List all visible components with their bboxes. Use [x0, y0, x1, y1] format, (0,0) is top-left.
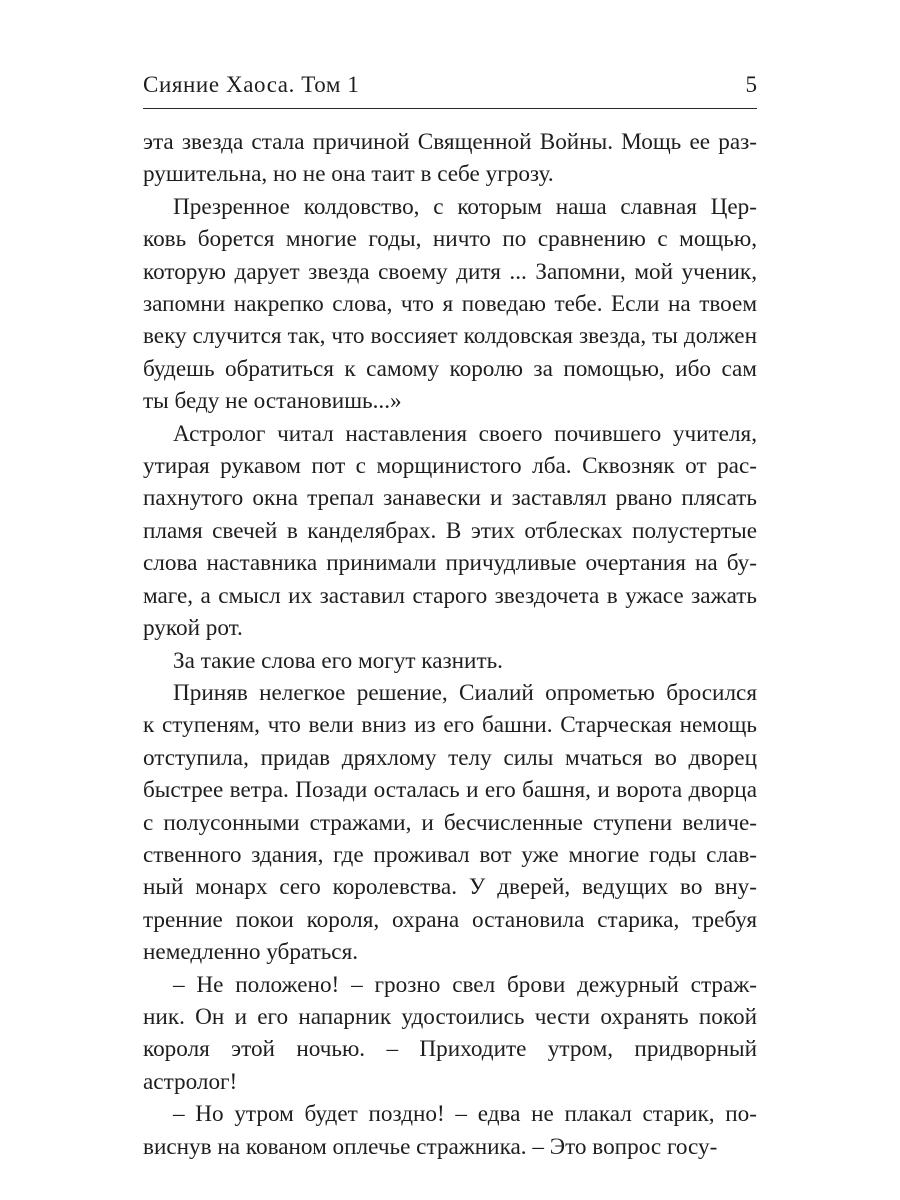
running-title: Сияние Хаоса. Том 1: [143, 72, 360, 97]
text-line: ковь борется многие годы, ничто по сравнению с мощью,: [143, 226, 757, 253]
text-line: рушительна, но не она таит в себе угрозу.: [143, 161, 554, 188]
text-line: короля этой ночью. – Приходите утром, придворный: [143, 1036, 757, 1063]
paragraph: [143, 645, 757, 677]
text-line: Приняв нелегкое решение, Сиалий опрометью бросился: [173, 679, 757, 706]
text-line: с полусонными стражами, и бесчисленные ступени величе-: [143, 809, 757, 836]
paragraph: [143, 677, 757, 969]
page-number: 5: [745, 72, 757, 97]
text-line: запомни накрепко слова, что я поведаю тебе. Если на твоем: [143, 291, 757, 318]
text-line: Астролог читал наставления своего почившего учителя,: [173, 420, 757, 447]
text-line: будешь обратиться к самому королю за помощью, ибо сам: [143, 355, 757, 382]
text-line: слова наставника принимали причудливые очертания на бу-: [143, 550, 757, 577]
text-line: веку случится так, что воссияет колдовская звезда, ты должен: [143, 323, 757, 350]
text-line: эта звезда стала причиной Священной Войны. Мощь ее раз-: [143, 129, 757, 155]
text-line: рукой рот.: [143, 615, 243, 642]
text-line: отступила, придав дряхлому телу силы мчаться во дворец: [143, 744, 757, 771]
text-line: к ступеням, что вели вниз из его башни. Старческая немощь: [143, 712, 757, 739]
paragraph: [143, 191, 757, 418]
text-line: которую дарует звезда своему дитя ... Запомни, мой ученик,: [143, 258, 757, 285]
body-text: [143, 126, 757, 1163]
paragraph: [143, 418, 757, 645]
text-line: утирая рукавом пот с морщинистого лба. Сквозняк от рас-: [143, 453, 757, 480]
paragraph: [143, 126, 757, 191]
text-line: ственного здания, где проживал вот уже многие годы слав-: [143, 841, 757, 868]
text-line: – Не положено! – грозно свел брови дежурный страж-: [173, 971, 757, 998]
running-header: [143, 68, 757, 109]
text-line: тренние покои короля, охрана остановила старика, требуя: [143, 906, 757, 933]
text-line: быстрее ветра. Позади осталась и его башня, и ворота дворца: [143, 777, 757, 804]
text-line: ты беду не остановишь...»: [143, 388, 402, 415]
text-line: – Но утром будет поздно! – едва не плакал старик, по-: [173, 1101, 757, 1128]
text-line: пламя свечей в канделябрах. В этих отблесках полустертые: [143, 517, 757, 544]
text-line: пахнутого окна трепал занавески и заставлял рвано плясать: [143, 485, 757, 512]
text-line: астролог!: [143, 1068, 238, 1095]
text-line: ник. Он и его напарник удостоились чести охранять покой: [143, 1003, 757, 1030]
text-line: немедленно убраться.: [143, 939, 359, 966]
text-line: ный монарх сего королевства. У дверей, ведущих во вну-: [143, 874, 757, 901]
text-line: маге, а смысл их заставил старого звездочета в ужасе зажать: [143, 582, 757, 609]
text-line: виснув на кованом оплечье стражника. – Это вопрос госу-: [143, 1133, 718, 1160]
text-line: За такие слова его могут казнить.: [173, 647, 503, 674]
paragraph: [143, 969, 757, 1099]
text-line: Презренное колдовство, с которым наша славная Цер-: [173, 193, 757, 220]
paragraph: [143, 1098, 757, 1163]
